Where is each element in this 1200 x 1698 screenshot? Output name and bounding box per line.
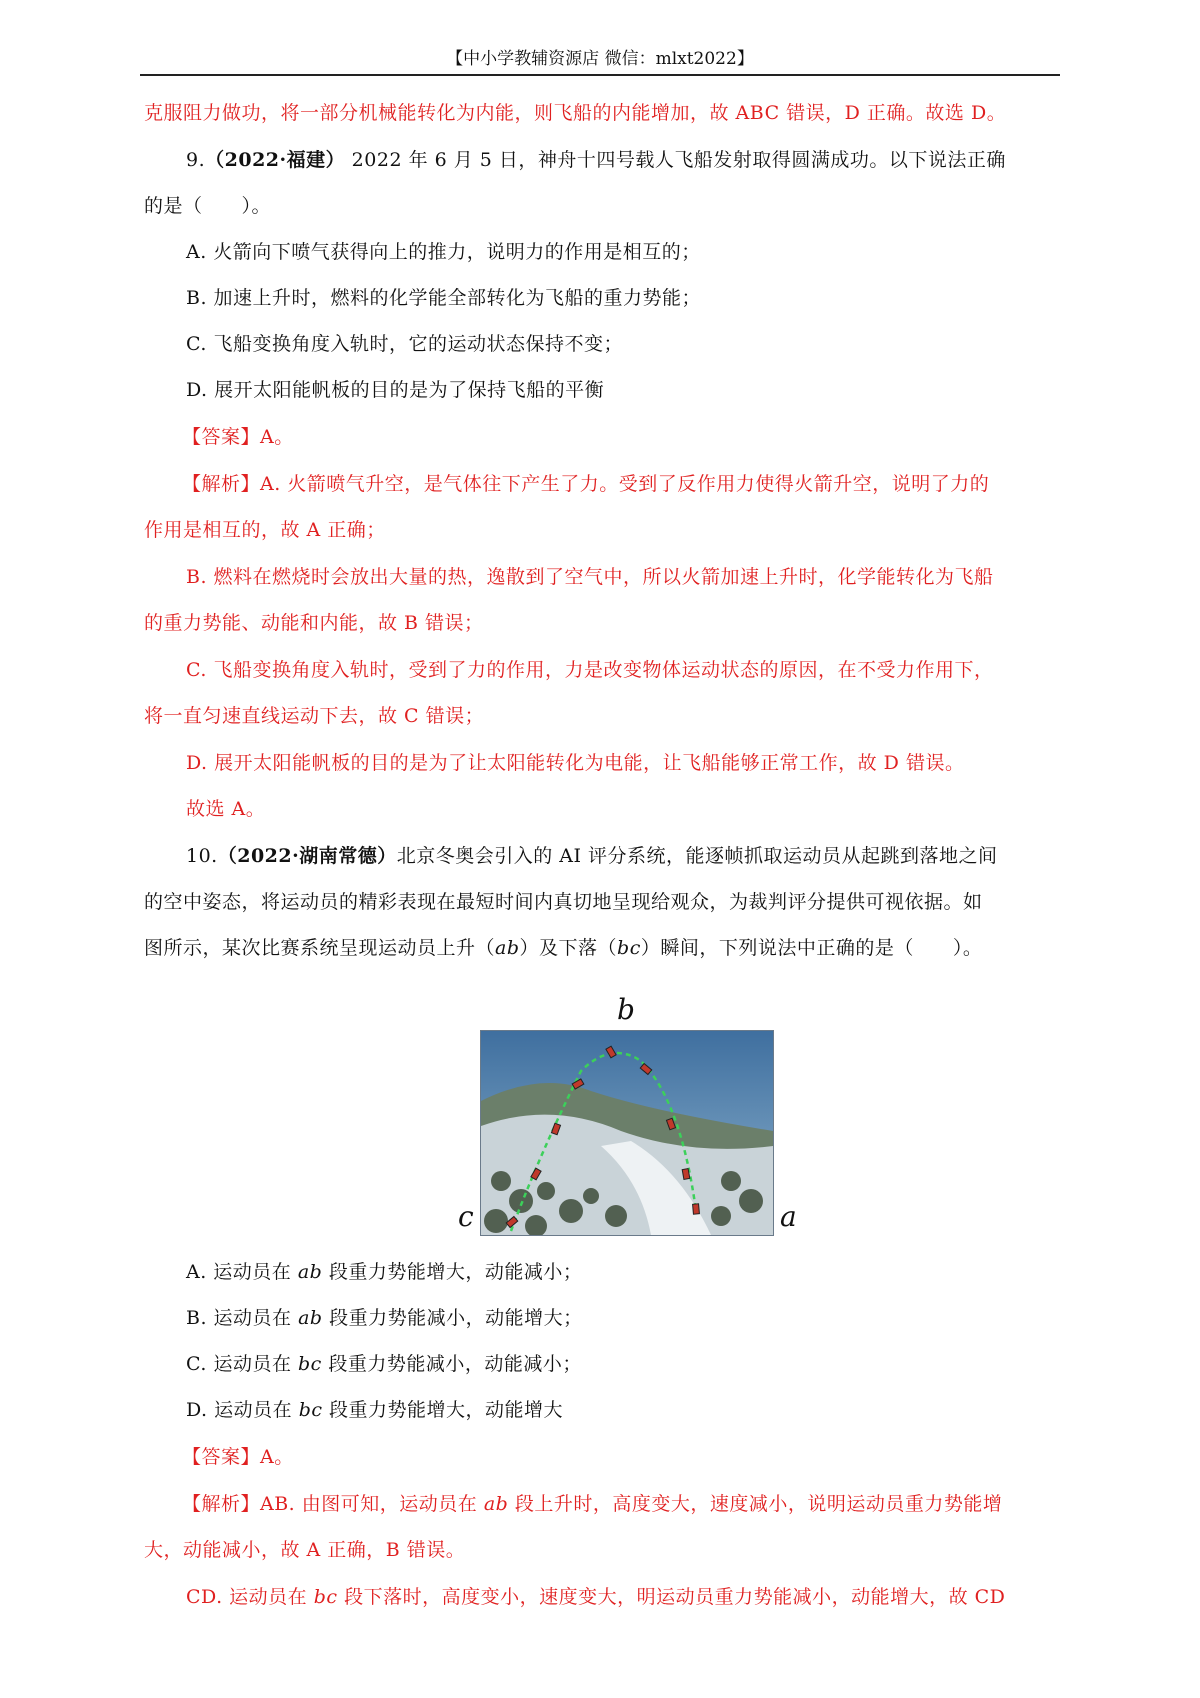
text: 段上升时，高度变大，速度减小，说明运动员重力势能增 bbox=[508, 1493, 1003, 1515]
explanation-line bbox=[186, 1584, 1106, 1610]
option-c: C. 飞船变换角度入轨时，它的运动状态保持不变； bbox=[186, 333, 623, 355]
text: B. 运动员在 bbox=[186, 1307, 299, 1329]
question-source: （2022·福建） bbox=[205, 149, 346, 171]
answer: 【答案】A。 bbox=[182, 1446, 294, 1468]
explanation-line: 故选 A。 bbox=[186, 798, 266, 820]
option-a bbox=[186, 1259, 1106, 1285]
question-source: （2022·湖南常德） bbox=[217, 845, 397, 867]
segment-label: bc bbox=[297, 1353, 322, 1375]
text: 段重力势能减小，动能增大； bbox=[322, 1307, 583, 1329]
text: ）及下落（ bbox=[519, 937, 618, 959]
segment-label: ab bbox=[495, 937, 520, 959]
text: C. 运动员在 bbox=[186, 1353, 298, 1375]
option-b bbox=[186, 1305, 1106, 1331]
text: A. 运动员在 bbox=[186, 1261, 298, 1283]
page-header: 【中小学教辅资源店 微信：mlxt2022】 bbox=[446, 49, 754, 69]
explanation-line: 大，动能减小，故 A 正确，B 错误。 bbox=[144, 1539, 466, 1561]
text: 段重力势能增大，动能减小； bbox=[322, 1261, 583, 1283]
skier-trajectory-figure bbox=[480, 1030, 774, 1236]
answer: 【答案】A。 bbox=[182, 426, 294, 448]
option-c bbox=[186, 1351, 1106, 1377]
option-d: D. 展开太阳能帆板的目的是为了保持飞船的平衡 bbox=[186, 379, 605, 401]
explanation-line: 【解析】A. 火箭喷气升空，是气体往下产生了力。受到了反作用力使得火箭升空，说明了力的 bbox=[182, 473, 990, 495]
question-9-stem-cont: 的是（ ）。 bbox=[144, 195, 272, 217]
option-a: A. 火箭向下喷气获得向上的推力，说明力的作用是相互的； bbox=[186, 241, 701, 263]
segment-label: bc bbox=[313, 1586, 338, 1608]
segment-label: ab bbox=[483, 1493, 509, 1515]
explanation-line: D. 展开太阳能帆板的目的是为了让太阳能转化为电能，让飞船能够正常工作，故 D 错误。 bbox=[186, 752, 965, 774]
text: 段重力势能增大，动能增大 bbox=[322, 1399, 564, 1421]
text: CD. 运动员在 bbox=[186, 1586, 314, 1608]
explanation-line: B. 燃料在燃烧时会放出大量的热，逸散到了空气中，所以火箭加速上升时，化学能转化为飞船 bbox=[186, 566, 994, 588]
explanation-line: 将一直匀速直线运动下去，故 C 错误； bbox=[144, 705, 485, 727]
question-number: 10. bbox=[186, 845, 218, 867]
question-text: 北京冬奥会引入的 AI 评分系统，能逐帧抓取运动员从起跳到落地之间 bbox=[396, 845, 998, 867]
explanation-line bbox=[182, 1491, 1102, 1517]
question-10-stem-cont: 的空中姿态，将运动员的精彩表现在最短时间内真切地呈现给观众，为裁判评分提供可视依据。如 bbox=[144, 891, 983, 913]
explanation-line: 克服阻力做功，将一部分机械能转化为内能，则飞船的内能增加，故 ABC 错误，D 正确。故选 D。 bbox=[144, 102, 1007, 124]
text: 段重力势能减小，动能减小； bbox=[321, 1353, 582, 1375]
segment-label: ab bbox=[297, 1261, 323, 1283]
figure-label-c: c bbox=[458, 1200, 474, 1233]
question-10-stem-cont bbox=[144, 935, 1064, 961]
segment-label: bc bbox=[298, 1399, 323, 1421]
question-10-stem bbox=[186, 843, 1106, 869]
header-rule bbox=[140, 74, 1060, 76]
segment-label: ab bbox=[298, 1307, 323, 1329]
question-number: 9. bbox=[186, 149, 206, 171]
question-text: 2022 年 6 月 5 日，神舟十四号载人飞船发射取得圆满成功。以下说法正确 bbox=[345, 149, 1006, 171]
text: 图所示，某次比赛系统呈现运动员上升（ bbox=[144, 937, 496, 959]
text: 【解析】AB. 由图可知，运动员在 bbox=[182, 1493, 484, 1515]
text: D. 运动员在 bbox=[186, 1399, 299, 1421]
explanation-line: 的重力势能、动能和内能，故 B 错误； bbox=[144, 612, 484, 634]
explanation-line: 作用是相互的，故 A 正确； bbox=[144, 519, 386, 541]
segment-label: bc bbox=[617, 937, 641, 959]
figure-label-a: a bbox=[780, 1200, 797, 1233]
question-9-stem bbox=[186, 147, 1106, 173]
explanation-line: C. 飞船变换角度入轨时，受到了力的作用，力是改变物体运动状态的原因，在不受力作用下， bbox=[186, 659, 994, 681]
figure-label-b: b bbox=[617, 993, 635, 1026]
option-d bbox=[186, 1397, 1106, 1423]
option-b: B. 加速上升时，燃料的化学能全部转化为飞船的重力势能； bbox=[186, 287, 702, 309]
skier-photo bbox=[481, 1031, 773, 1235]
text: ）瞬间，下列说法中正确的是（ ）。 bbox=[640, 937, 983, 959]
text: 段下落时，高度变小，速度变大，明运动员重力势能减小，动能增大，故 CD bbox=[337, 1586, 1006, 1608]
